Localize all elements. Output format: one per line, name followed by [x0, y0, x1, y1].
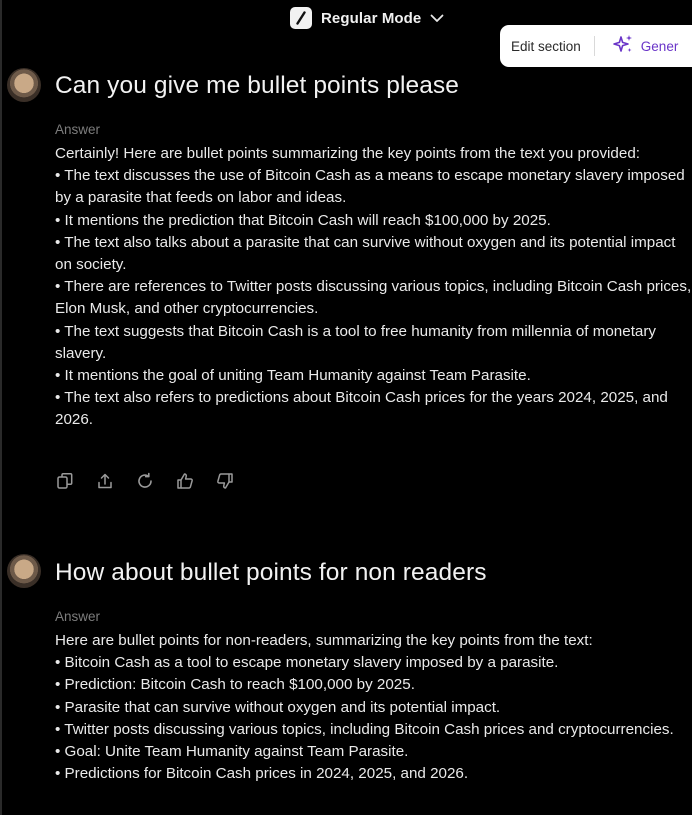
answer-actions — [55, 471, 235, 491]
answer-line: • The text discusses the use of Bitcoin Cash as a means to escape monetary slavery imposed by a parasite that feeds on labor and ideas. — [55, 167, 685, 207]
copy-icon[interactable] — [55, 471, 75, 491]
generate-button[interactable] — [595, 34, 679, 59]
question-heading: How about bullet points for non readers — [55, 559, 487, 586]
thumbs-up-icon[interactable] — [175, 471, 195, 491]
answer-line: • It mentions the goal of uniting Team Humanity against Team Parasite. — [55, 367, 531, 385]
floating-toolbar — [500, 25, 692, 67]
answer-line: • Parasite that can survive without oxygen and its potential impact. — [55, 698, 501, 716]
question-heading: Can you give me bullet points please — [55, 72, 460, 99]
answer-line: Here are bullet points for non-readers, summarizing the key points from the text: — [55, 632, 593, 649]
answer-label: Answer — [55, 122, 101, 137]
mode-selector[interactable] — [290, 6, 444, 30]
window-left-edge — [0, 0, 2, 815]
answer-line: • It mentions the prediction that Bitcoin Cash will reach $100,000 by 2025. — [55, 211, 551, 229]
answer-line: • Goal: Unite Team Humanity against Team Parasite. — [55, 743, 409, 761]
avatar — [7, 68, 41, 102]
answer-label: Answer — [55, 609, 101, 624]
answer-body — [55, 143, 692, 432]
pencil-slash-icon — [290, 7, 312, 29]
thumbs-down-icon[interactable] — [215, 471, 235, 491]
share-icon[interactable] — [95, 471, 115, 491]
avatar — [7, 554, 41, 588]
answer-line: • The text also talks about a parasite that can survive without oxygen and its potential impact on society. — [55, 233, 676, 274]
generate-label: Gener — [640, 38, 679, 54]
answer-line: • Bitcoin Cash as a tool to escape monetary slavery imposed by a parasite. — [55, 654, 559, 672]
mode-label: Regular Mode — [321, 9, 422, 27]
answer-line: • Prediction: Bitcoin Cash to reach $100,000 by 2025. — [55, 676, 415, 694]
chevron-down-icon — [430, 14, 444, 23]
answer-line: • There are references to Twitter posts discussing various topics, including Bitcoin Cash prices, Elon Musk, and other cryptocurrencies. — [55, 278, 692, 318]
answer-line: Certainly! Here are bullet points summarizing the key points from the text you provided: — [55, 145, 640, 162]
sparkle-icon — [612, 34, 634, 59]
answer-line: • The text also refers to predictions about Bitcoin Cash prices for the years 2024, 2025, and 2026. — [55, 389, 668, 429]
answer-line: • Predictions for Bitcoin Cash prices in 2024, 2025, and 2026. — [55, 765, 469, 783]
answer-body — [55, 630, 692, 785]
regenerate-icon[interactable] — [135, 471, 155, 491]
answer-line: • The text suggests that Bitcoin Cash is a tool to free humanity from millennia of monetary slavery. — [55, 322, 657, 362]
answer-line: • Twitter posts discussing various topics, including Bitcoin Cash prices and cryptocurrencies. — [55, 720, 674, 738]
edit-section-button[interactable]: Edit section — [511, 38, 581, 54]
